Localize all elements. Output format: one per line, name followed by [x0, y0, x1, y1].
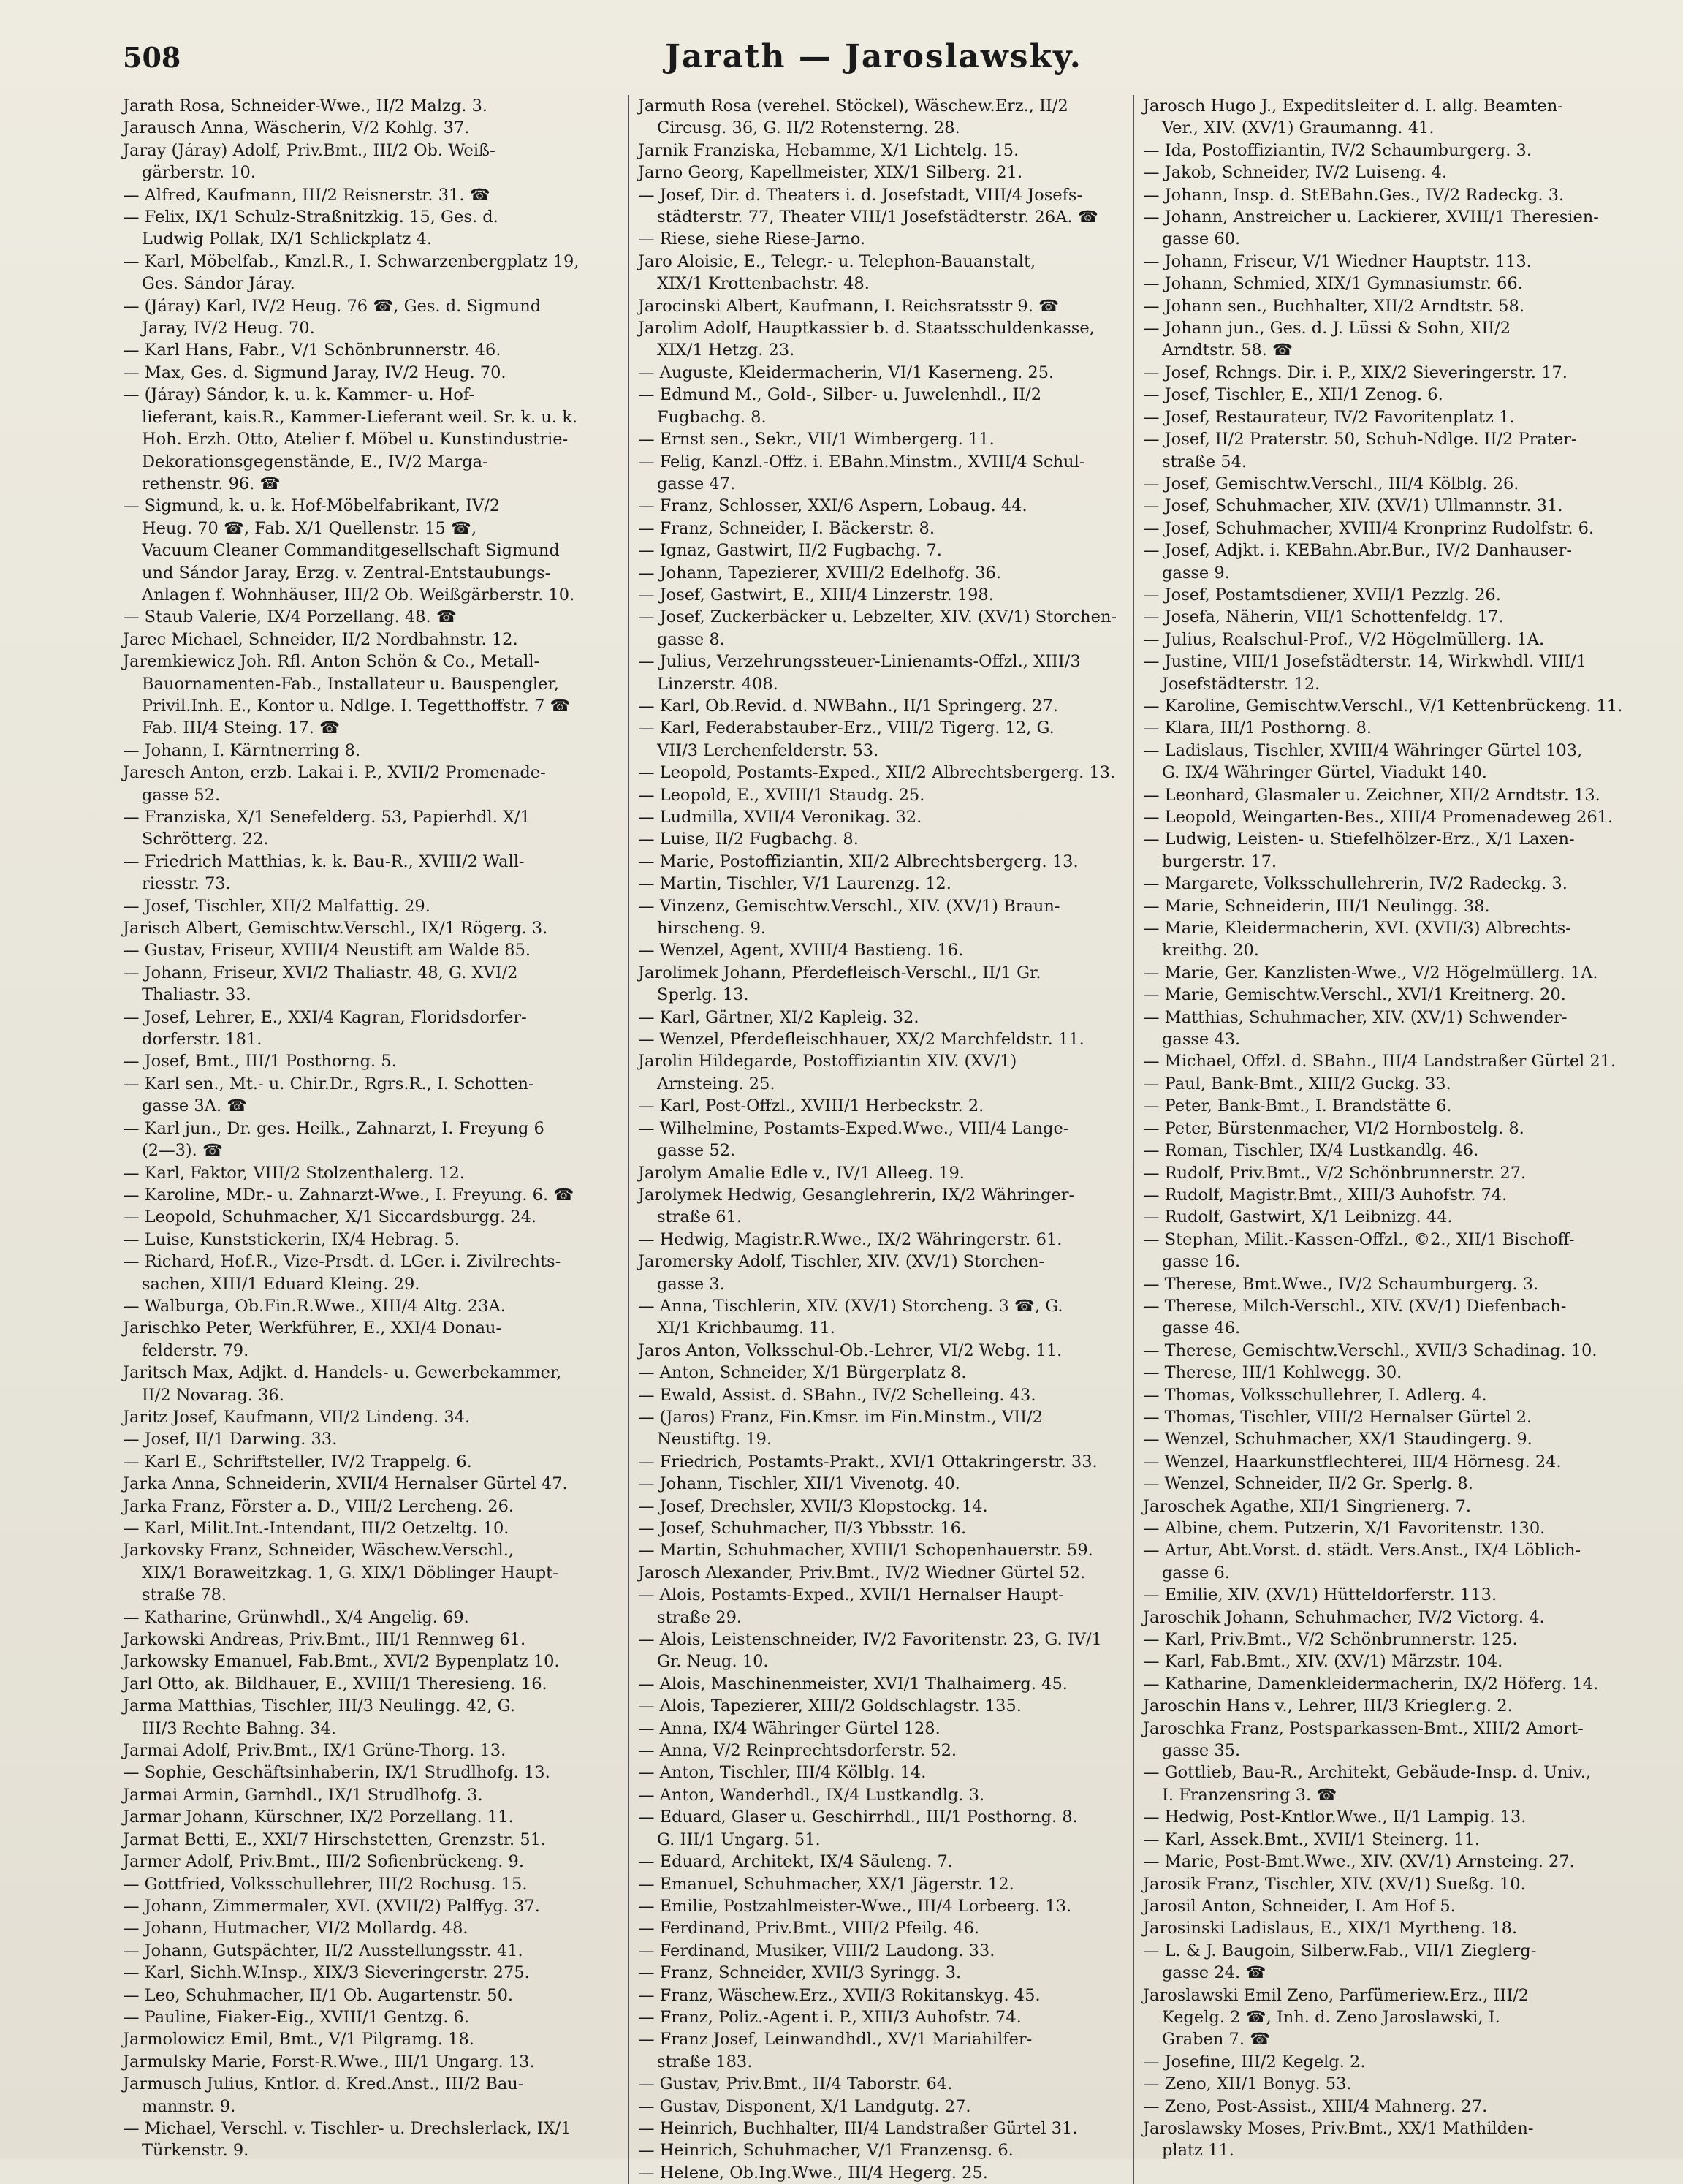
directory-entry: — Karl, Ob.Revid. d. NWBahn., II/1 Springerg. 27. [638, 696, 1058, 716]
directory-entry: — (Jaros) Franz, Fin.Kmsr. im Fin.Minstm., VII/2 [638, 1407, 1043, 1427]
directory-entry: — Auguste, Kleidermacherin, VI/1 Kaserneng. 25. [638, 363, 1055, 382]
directory-entry: — Josef, Zuckerbäcker u. Lebzelter, XIV. (XV/1) Storchen- [638, 607, 1117, 627]
directory-entry: gasse 9. [1162, 563, 1230, 583]
directory-entry: — Karl sen., Mt.- u. Chir.Dr., Rgrs.R., I. Schotten- [123, 1074, 534, 1093]
directory-entry: — Heinrich, Schuhmacher, V/1 Franzensg. 6. [638, 2141, 1014, 2161]
directory-entry: Jarmar Johann, Kürschner, IX/2 Porzellang. 11. [123, 1808, 514, 1827]
directory-entry: — Leonhard, Glasmaler u. Zeichner, XII/2 Arndtstr. 13. [1143, 785, 1600, 805]
directory-entry: — Johann, Hutmacher, VI/2 Mollardg. 48. [123, 1919, 468, 1938]
directory-entry: — Gustav, Disponent, X/1 Landgutg. 27. [638, 2096, 971, 2116]
directory-entry: — Wenzel, Agent, XVIII/4 Bastieng. 16. [638, 941, 964, 960]
directory-entry: — Johann, Tischler, XII/1 Vivenotg. 40. [638, 1474, 960, 1494]
directory-entry: riesstr. 73. [142, 874, 231, 894]
directory-entry: Jaromersky Adolf, Tischler, XIV. (XV/1) Storchen- [638, 1252, 1045, 1272]
directory-entry: Gr. Neug. 10. [657, 1652, 769, 1672]
directory-entry: — Friedrich Matthias, k. k. Bau-R., XVIII/2 Wall- [123, 852, 525, 871]
directory-entry: gasse 35. [1162, 1741, 1241, 1761]
directory-entry: XIX/1 Boraweitzkag. 1, G. XIX/1 Döblinger Haupt- [142, 1563, 558, 1582]
directory-entry: Ges. Sándor Járay. [142, 274, 295, 294]
directory-entry: Jarosil Anton, Schneider, I. Am Hof 5. [1143, 1896, 1456, 1916]
directory-entry: — Josef, Drechsler, XVII/3 Klopstockg. 14. [638, 1496, 988, 1516]
directory-entry: — Marie, Kleidermacherin, XVI. (XVII/3) Albrechts- [1143, 919, 1571, 939]
directory-entry: — Klara, III/1 Posthorng. 8. [1143, 718, 1372, 738]
directory-entry: — Josef, Adjkt. i. KEBahn.Abr.Bur., IV/2 Danhauser- [1143, 541, 1572, 561]
directory-entry: — Alois, Leistenschneider, IV/2 Favoritenstr. 23, G. IV/1 [638, 1630, 1102, 1650]
directory-entry: XI/1 Krichbaumg. 11. [657, 1319, 835, 1338]
directory-entry: III/3 Rechte Bahng. 34. [142, 1718, 336, 1738]
directory-entry: Linzerstr. 408. [657, 674, 778, 694]
directory-entry: — Katharine, Grünwhdl., X/4 Angelig. 69. [123, 1607, 469, 1627]
directory-entry: — Karl, Möbelfab., Kmzl.R., I. Schwarzenbergplatz 19, [123, 251, 580, 271]
directory-entry: — Alfred, Kaufmann, III/2 Reisnerstr. 31. ☎ [123, 185, 490, 205]
directory-entry: II/2 Novarag. 36. [142, 1385, 284, 1405]
directory-entry: — Anna, IX/4 Währinger Gürtel 128. [638, 1718, 941, 1738]
directory-entry: — Josef, Schuhmacher, XIV. (XV/1) Ullmannstr. 31. [1143, 496, 1563, 516]
directory-entry: — Zeno, Post-Assist., XIII/4 Mahnerg. 27. [1143, 2096, 1488, 2116]
directory-entry: Privil.Inh. E., Kontor u. Ndlge. I. Tegetthoffstr. 7 ☎ [142, 696, 571, 716]
directory-entry: — Josefa, Näherin, VII/1 Schottenfeldg. 17. [1143, 607, 1504, 627]
directory-entry: — Marie, Ger. Kanzlisten-Wwe., V/2 Högelmüllerg. 1A. [1143, 963, 1598, 982]
directory-entry: Thaliastr. 33. [142, 985, 251, 1005]
directory-entry: straße 183. [657, 2052, 753, 2071]
directory-entry: — Peter, Bürstenmacher, VI/2 Hornbostelg. 8. [1143, 1118, 1524, 1138]
directory-entry: — Karoline, Gemischtw.Verschl., V/1 Kettenbrückeng. 11. [1143, 696, 1623, 716]
directory-entry: — Hedwig, Post-Kntlor.Wwe., II/1 Lampig. 13. [1143, 1808, 1527, 1827]
directory-entry: — Josef, Bmt., III/1 Posthorng. 5. [123, 1052, 397, 1072]
directory-entry: — Gustav, Friseur, XVIII/4 Neustift am Walde 85. [123, 941, 531, 960]
directory-entry: Kegelg. 2 ☎, Inh. d. Zeno Jaroslawski, I. [1162, 2007, 1500, 2027]
directory-entry: Jaresch Anton, erzb. Lakai i. P., XVII/2 Promenade- [123, 763, 546, 783]
directory-entry: — Marie, Post-Bmt.Wwe., XIV. (XV/1) Arnsteing. 27. [1143, 1852, 1575, 1872]
directory-entry: — Gottfried, Volksschullehrer, III/2 Rochusg. 15. [123, 1874, 528, 1894]
directory-entry: — Anton, Wanderhdl., IX/4 Lustkandlg. 3. [638, 1785, 985, 1805]
directory-entry: (2—3). ☎ [142, 1141, 224, 1161]
directory-entry: — Albine, chem. Putzerin, X/1 Favoritenstr. 130. [1143, 1519, 1546, 1538]
directory-entry: — Eduard, Architekt, IX/4 Säuleng. 7. [638, 1852, 953, 1872]
directory-entry: — Wenzel, Pferdefleischhauer, XX/2 Marchfeldstr. 11. [638, 1030, 1084, 1050]
directory-entry: — Leopold, E., XVIII/1 Staudg. 25. [638, 785, 925, 805]
running-head: Jarath — Jaroslawsky. [665, 38, 1082, 75]
directory-entry: — Josef, II/2 Praterstr. 50, Schuh-Ndlge. II/2 Prater- [1143, 430, 1577, 450]
directory-entry: — Alois, Postamts-Exped., XVII/1 Hernalser Haupt- [638, 1585, 1064, 1605]
directory-entry: — Franz, Schneider, XVII/3 Syringg. 3. [638, 1963, 962, 1983]
directory-entry: Hoh. Erzh. Otto, Atelier f. Möbel u. Kunstindustrie- [142, 430, 569, 450]
directory-entry: — Martin, Schuhmacher, XVIII/1 Schopenhauerstr. 59. [638, 1541, 1093, 1561]
directory-entry: straße 78. [142, 1585, 227, 1605]
directory-entry: Jarkowsky Emanuel, Fab.Bmt., XVI/2 Bypenplatz 10. [123, 1652, 560, 1672]
directory-entry: — Josef, Rchngs. Dir. i. P., XIX/2 Sieveringerstr. 17. [1143, 363, 1568, 382]
directory-entry: — Luise, Kunststickerin, IX/4 Hebrag. 5. [123, 1229, 460, 1249]
directory-entry: — (Járay) Sándor, k. u. k. Kammer- u. Hof- [123, 385, 475, 405]
directory-entry: platz 11. [1162, 2141, 1234, 2161]
directory-entry: Jarkowski Andreas, Priv.Bmt., III/1 Rennweg 61. [123, 1630, 526, 1650]
directory-entry: Arnsteing. 25. [657, 1074, 775, 1093]
directory-entry: — Anna, Tischlerin, XIV. (XV/1) Storcheng. 3 ☎, G. [638, 1296, 1063, 1316]
directory-entry: — Leo, Schuhmacher, II/1 Ob. Augartenstr. 50. [123, 1985, 514, 2005]
directory-entry: gasse 6. [1162, 1563, 1230, 1582]
directory-entry: Jaray, IV/2 Heug. 70. [142, 319, 315, 338]
directory-entry: Bauornamenten-Fab., Installateur u. Bauspengler, [142, 674, 559, 694]
directory-entry: — Michael, Verschl. v. Tischler- u. Drechslerlack, IX/1 [123, 2118, 571, 2138]
directory-entry: gasse 46. [1162, 1319, 1241, 1338]
directory-entry: burgerstr. 17. [1162, 852, 1277, 871]
directory-entry: — Paul, Bank-Bmt., XIII/2 Guckg. 33. [1143, 1074, 1451, 1093]
directory-entry: — Helene, Ob.Ing.Wwe., III/4 Hegerg. 25. [638, 2163, 988, 2183]
directory-entry: Jaray (Járay) Adolf, Priv.Bmt., III/2 Ob. Weiß- [123, 140, 495, 160]
directory-entry: — Marie, Schneiderin, III/1 Neulingg. 38. [1143, 896, 1490, 916]
directory-entry: gasse 3. [657, 1274, 725, 1294]
directory-entry: XIX/1 Hetzg. 23. [657, 341, 795, 360]
directory-entry: — Josef, Tischler, XII/2 Malfattig. 29. [123, 896, 430, 916]
directory-entry: — Riese, siehe Riese-Jarno. [638, 230, 866, 249]
directory-entry: lieferant, kais.R., Kammer-Lieferant weil. Sr. k. u. k. [142, 407, 578, 427]
directory-entry: — Julius, Realschul-Prof., V/2 Högelmüllerg. 1A. [1143, 629, 1545, 649]
directory-entry: — Matthias, Schuhmacher, XIV. (XV/1) Schwender- [1143, 1007, 1568, 1027]
directory-entry: — Gottlieb, Bau-R., Architekt, Gebäude-Insp. d. Univ., [1143, 1763, 1591, 1783]
directory-entry: — Karl, Fab.Bmt., XIV. (XV/1) Märzstr. 104. [1143, 1652, 1503, 1672]
directory-entry: städterstr. 77, Theater VIII/1 Josefstädterstr. 26A. ☎ [657, 208, 1098, 227]
directory-entry: — Luise, II/2 Fugbachg. 8. [638, 830, 859, 849]
directory-entry: gasse 52. [657, 1141, 736, 1161]
directory-entry: — Johann, Friseur, V/1 Wiedner Hauptstr. 113. [1143, 251, 1532, 271]
directory-entry: — Edmund M., Gold-, Silber- u. Juwelenhdl., II/2 [638, 385, 1042, 405]
directory-entry: — Jakob, Schneider, IV/2 Luiseng. 4. [1143, 163, 1448, 183]
directory-entry: gasse 47. [657, 474, 736, 493]
directory-entry: — Johann, Zimmermaler, XVI. (XVII/2) Palffyg. 37. [123, 1896, 540, 1916]
directory-entry: — Karl, Gärtner, XI/2 Kapleig. 32. [638, 1007, 919, 1027]
directory-entry: Jarno Georg, Kapellmeister, XIX/1 Silberg. 21. [638, 163, 1023, 183]
directory-entry: — Richard, Hof.R., Vize-Prsdt. d. LGer. i. Zivilrechts- [123, 1252, 561, 1272]
directory-entry: — Franz, Schneider, I. Bäckerstr. 8. [638, 518, 935, 538]
directory-entry: — Franz Josef, Leinwandhdl., XV/1 Mariahilfer- [638, 2030, 1033, 2050]
directory-entry: — Zeno, XII/1 Bonyg. 53. [1143, 2074, 1352, 2094]
directory-entry: Türkenstr. 9. [142, 2141, 249, 2161]
directory-entry: — Stephan, Milit.-Kassen-Offzl., ©2., XII/1 Bischoff- [1143, 1229, 1575, 1249]
directory-entry: — Staub Valerie, IX/4 Porzellang. 48. ☎ [123, 607, 457, 627]
directory-entry: — Josefine, III/2 Kegelg. 2. [1143, 2052, 1366, 2071]
columns [123, 95, 1625, 2183]
directory-entry: — Wilhelmine, Postamts-Exped.Wwe., VIII/4 Lange- [638, 1118, 1069, 1138]
directory-entry: Jarolin Hildegarde, Postoffiziantin XIV. (XV/1) [638, 1052, 1017, 1072]
directory-entry: — Rudolf, Gastwirt, X/1 Leibnizg. 44. [1143, 1207, 1453, 1227]
directory-entry: Jarosik Franz, Tischler, XIV. (XV/1) Sueßg. 10. [1143, 1874, 1526, 1894]
directory-entry: — Karl, Priv.Bmt., V/2 Schönbrunnerstr. 125. [1143, 1630, 1518, 1650]
directory-entry: — Karl, Post-Offzl., XVIII/1 Herbeckstr. 2. [638, 1096, 984, 1116]
directory-entry: — Justine, VIII/1 Josefstädterstr. 14, Wirkwhdl. VIII/1 [1143, 652, 1587, 672]
directory-entry: — Johann, I. Kärntnerring 8. [123, 740, 361, 760]
directory-entry: — Marie, Gemischtw.Verschl., XVI/1 Kreitnerg. 20. [1143, 985, 1566, 1005]
directory-entry: Jarausch Anna, Wäscherin, V/2 Kohlg. 37. [123, 118, 470, 138]
directory-entry: rethenstr. 96. ☎ [142, 474, 281, 493]
directory-entry: gasse 24. ☎ [1162, 1963, 1266, 1983]
directory-entry: — Franz, Wäschew.Erz., XVII/3 Rokitanskyg. 45. [638, 1985, 1041, 2005]
directory-entry: Jarl Otto, ak. Bildhauer, E., XVIII/1 Theresieng. 16. [123, 1674, 547, 1694]
directory-entry: — Margarete, Volksschullehrerin, IV/2 Radeckg. 3. [1143, 874, 1568, 894]
directory-entry: — Alois, Tapezierer, XIII/2 Goldschlagstr. 135. [638, 1696, 1022, 1716]
directory-entry: — Wenzel, Schuhmacher, XX/1 Staudingerg. 9. [1143, 1430, 1532, 1449]
directory-entry: Jaroschka Franz, Postsparkassen-Bmt., XIII/2 Amort- [1143, 1718, 1584, 1738]
directory-entry: — Ida, Postoffiziantin, IV/2 Schaumburgerg. 3. [1143, 140, 1532, 160]
directory-entry: G. III/1 Ungarg. 51. [657, 1830, 821, 1849]
directory-entry: — Sigmund, k. u. k. Hof-Möbelfabrikant, IV/2 [123, 496, 501, 516]
directory-entry: Jarmulsky Marie, Forst-R.Wwe., III/1 Ungarg. 13. [123, 2052, 535, 2071]
directory-entry: — Josef, Gemischtw.Verschl., III/4 Kölblg. 26. [1143, 474, 1519, 493]
directory-entry: Jarmai Adolf, Priv.Bmt., IX/1 Grüne-Thorg. 13. [123, 1741, 506, 1761]
directory-entry: kreithg. 20. [1162, 941, 1259, 960]
directory-entry: mannstr. 9. [142, 2096, 236, 2116]
directory-entry: — Gustav, Priv.Bmt., II/4 Taborstr. 64. [638, 2074, 953, 2094]
directory-entry: Fab. III/4 Steing. 17. ☎ [142, 718, 341, 738]
directory-entry: — Johann, Gutspächter, II/2 Ausstellungsstr. 41. [123, 1941, 523, 1960]
directory-entry: straße 61. [657, 1207, 742, 1227]
directory-entry: — Marie, Postoffiziantin, XII/2 Albrechtsbergerg. 13. [638, 852, 1079, 871]
directory-entry: hirscheng. 9. [657, 919, 767, 939]
directory-entry: — L. & J. Baugoin, Silberw.Fab., VII/1 Zieglerg- [1143, 1941, 1537, 1960]
directory-entry: sachen, XIII/1 Eduard Kleing. 29. [142, 1274, 420, 1294]
directory-entry: Jarmolowicz Emil, Bmt., V/1 Pilgramg. 18. [123, 2030, 474, 2050]
directory-entry: Jaroslawski Emil Zeno, Parfümeriew.Erz., III/2 [1143, 1985, 1530, 2005]
directory-entry: — Johann, Schmied, XIX/1 Gymnasiumstr. 66. [1143, 274, 1523, 294]
directory-entry: — Karl E., Schriftsteller, IV/2 Trappelg. 6. [123, 1452, 472, 1471]
directory-entry: Jarosch Hugo J., Expeditsleiter d. I. allg. Beamten- [1143, 96, 1563, 115]
directory-entry: Ludwig Pollak, IX/1 Schlickplatz 4. [142, 230, 432, 249]
directory-entry: — Wenzel, Schneider, II/2 Gr. Sperlg. 8. [1143, 1474, 1473, 1494]
directory-entry: — Josef, II/1 Darwing. 33. [123, 1430, 338, 1449]
directory-entry: — Franz, Poliz.-Agent i. P., XIII/3 Auhofstr. 74. [638, 2007, 1022, 2027]
directory-entry: — Alois, Maschinenmeister, XVI/1 Thalhaimerg. 45. [638, 1674, 1068, 1694]
directory-entry: — Johann jun., Ges. d. J. Lüssi & Sohn, XII/2 [1143, 319, 1511, 338]
directory-entry: Jarmusch Julius, Kntlor. d. Kred.Anst., III/2 Bau- [123, 2074, 524, 2094]
directory-entry: Jaritsch Max, Adjkt. d. Handels- u. Gewerbekammer, [123, 1363, 562, 1383]
directory-entry: Jaro Aloisie, E., Telegr.- u. Telephon-Bauanstalt, [638, 251, 1036, 271]
directory-entry: Neustiftg. 19. [657, 1430, 772, 1449]
directory-entry: — Heinrich, Buchhalter, III/4 Landstraßer Gürtel 31. [638, 2118, 1078, 2138]
directory-entry: XIX/1 Krottenbachstr. 48. [657, 274, 870, 294]
directory-entry: Jaros Anton, Volksschul-Ob.-Lehrer, VI/2 Webg. 11. [638, 1341, 1063, 1360]
directory-entry: — Eduard, Glaser u. Geschirrhdl., III/1 Posthorng. 8. [638, 1808, 1078, 1827]
directory-entry: Jarmai Armin, Garnhdl., IX/1 Strudlhofg. 3. [123, 1785, 483, 1805]
directory-entry: — Max, Ges. d. Sigmund Jaray, IV/2 Heug. 70. [123, 363, 506, 382]
directory-entry: Jarath Rosa, Schneider-Wwe., II/2 Malzg. 3. [123, 96, 488, 115]
directory-entry: dorferstr. 181. [142, 1030, 262, 1050]
directory-entry: Sperlg. 13. [657, 985, 749, 1005]
directory-entry: — Franziska, X/1 Senefelderg. 53, Papierhdl. X/1 [123, 808, 531, 827]
directory-entry: Jarolym Amalie Edle v., IV/1 Alleeg. 19. [638, 1163, 965, 1183]
directory-entry: Arndtstr. 58. ☎ [1162, 341, 1293, 360]
directory-entry: VII/3 Lerchenfelderstr. 53. [657, 740, 879, 760]
column-1 [123, 95, 615, 2184]
directory-entry: Dekorationsgegenstände, E., IV/2 Marga- [142, 452, 488, 471]
directory-entry: — Ferdinand, Musiker, VIII/2 Laudong. 33. [638, 1941, 995, 1960]
directory-entry: I. Franzensring 3. ☎ [1162, 1785, 1337, 1805]
directory-entry: — Ignaz, Gastwirt, II/2 Fugbachg. 7. [638, 541, 942, 561]
directory-entry: — Michael, Offzl. d. SBahn., III/4 Landstraßer Gürtel 21. [1143, 1052, 1616, 1072]
directory-entry: und Sándor Jaray, Erzg. v. Zentral-Entstaubungs- [142, 563, 551, 583]
column-2 [628, 95, 1120, 2184]
directory-entry: — Josef, Schuhmacher, XVIII/4 Kronprinz Rudolfstr. 6. [1143, 518, 1595, 538]
directory-entry: — Josef, Postamtsdiener, XVII/1 Pezzlg. 26. [1143, 585, 1501, 604]
directory-entry: — Ferdinand, Priv.Bmt., VIII/2 Pfeilg. 46. [638, 1919, 980, 1938]
directory-entry: — Anna, V/2 Reinprechtsdorferstr. 52. [638, 1741, 957, 1761]
directory-entry: — Julius, Verzehrungssteuer-Linienamts-Offzl., XIII/3 [638, 652, 1081, 672]
directory-entry: — Karl, Sichh.W.Insp., XIX/3 Sieveringerstr. 275. [123, 1963, 530, 1983]
directory-entry: — Emilie, Postzahlmeister-Wwe., III/4 Lorbeerg. 13. [638, 1896, 1072, 1916]
directory-entry: Fugbachg. 8. [657, 407, 767, 427]
directory-entry: Vacuum Cleaner Commanditgesellschaft Sigmund [142, 541, 560, 561]
directory-entry: Schrötterg. 22. [142, 830, 269, 849]
directory-entry: — Karl, Faktor, VIII/2 Stolzenthalerg. 12. [123, 1163, 465, 1183]
directory-entry: — Therese, Milch-Verschl., XIV. (XV/1) Diefenbach- [1143, 1296, 1567, 1316]
directory-entry: Jarkovsky Franz, Schneider, Wäschew.Verschl., [123, 1541, 514, 1561]
directory-entry: Jarka Franz, Förster a. D., VIII/2 Lercheng. 26. [123, 1496, 514, 1516]
directory-entry: Jarka Anna, Schneiderin, XVII/4 Hernalser Gürtel 47. [123, 1474, 568, 1494]
directory-entry: — Ladislaus, Tischler, XVIII/4 Währinger Gürtel 103, [1143, 740, 1583, 760]
directory-entry: Jarolimek Johann, Pferdefleisch-Verschl., II/1 Gr. [638, 963, 1041, 982]
directory-entry: — Karl Hans, Fabr., V/1 Schönbrunnerstr. 46. [123, 341, 501, 360]
directory-entry: — Roman, Tischler, IX/4 Lustkandlg. 46. [1143, 1141, 1479, 1161]
directory-entry: Jarocinski Albert, Kaufmann, I. Reichsratsstr 9. ☎ [638, 296, 1060, 316]
directory-entry: Jaroslawsky Moses, Priv.Bmt., XX/1 Mathilden- [1143, 2118, 1534, 2138]
directory-entry: Jaroschek Agathe, XII/1 Singrienerg. 7. [1143, 1496, 1472, 1516]
directory-entry: — Johann, Friseur, XVI/2 Thaliastr. 48, G. XVI/2 [123, 963, 518, 982]
directory-entry: — Karl, Federabstauber-Erz., VIII/2 Tigerg. 12, G. [638, 718, 1055, 738]
directory-entry: — Martin, Tischler, V/1 Laurenzg. 12. [638, 874, 951, 894]
directory-entry: Josefstädterstr. 12. [1162, 674, 1321, 694]
directory-entry: Circusg. 36, G. II/2 Rotensterng. 28. [657, 118, 960, 138]
directory-entry: — Walburga, Ob.Fin.R.Wwe., XIII/4 Altg. 23A. [123, 1296, 506, 1316]
directory-entry: gasse 3A. ☎ [142, 1096, 248, 1116]
directory-entry: straße 29. [657, 1607, 742, 1627]
directory-entry: Jaroschik Johann, Schuhmacher, IV/2 Victorg. 4. [1143, 1607, 1545, 1627]
directory-entry: — Thomas, Tischler, VIII/2 Hernalser Gürtel 2. [1143, 1407, 1532, 1427]
directory-entry: gasse 52. [142, 785, 221, 805]
directory-entry: Jarmer Adolf, Priv.Bmt., III/2 Sofienbrückeng. 9. [123, 1852, 524, 1872]
directory-entry: Jarolymek Hedwig, Gesanglehrerin, IX/2 Währinger- [638, 1185, 1075, 1205]
directory-entry: — Josef, Gastwirt, E., XIII/4 Linzerstr. 198. [638, 585, 994, 604]
directory-entry: — Emilie, XIV. (XV/1) Hütteldorferstr. 113. [1143, 1585, 1497, 1605]
page-number: 508 [123, 41, 181, 74]
directory-entry: — Vinzenz, Gemischtw.Verschl., XIV. (XV/1) Braun- [638, 896, 1060, 916]
directory-entry: gärberstr. 10. [142, 163, 257, 183]
directory-entry: — Rudolf, Magistr.Bmt., XIII/3 Auhofstr. 74. [1143, 1185, 1508, 1205]
column-3 [1133, 95, 1625, 2184]
directory-entry: — Josef, Dir. d. Theaters i. d. Josefstadt, VIII/4 Josefs- [638, 185, 1083, 205]
directory-entry: Jarma Matthias, Tischler, III/3 Neulingg. 42, G. [123, 1696, 515, 1716]
directory-entry: — Johann, Tapezierer, XVIII/2 Edelhofg. 36. [638, 563, 1001, 583]
directory-entry: straße 54. [1162, 452, 1247, 471]
directory-entry: — Anton, Tischler, III/4 Kölblg. 14. [638, 1763, 927, 1783]
directory-entry: gasse 43. [1162, 1030, 1241, 1050]
directory-entry: felderstr. 79. [142, 1341, 249, 1360]
directory-entry: — Karl, Milit.Int.-Intendant, III/2 Oetzeltg. 10. [123, 1519, 509, 1538]
directory-entry: — Josef, Restaurateur, IV/2 Favoritenplatz 1. [1143, 407, 1515, 427]
directory-entry: — Franz, Schlosser, XXI/6 Aspern, Lobaug. 44. [638, 496, 1027, 516]
directory-entry: — Sophie, Geschäftsinhaberin, IX/1 Strudlhofg. 13. [123, 1763, 550, 1783]
directory-entry: — Therese, III/1 Kohlwegg. 30. [1143, 1363, 1402, 1383]
directory-entry: — Anton, Schneider, X/1 Bürgerplatz 8. [638, 1363, 967, 1383]
directory-entry: — Ernst sen., Sekr., VII/1 Wimbergerg. 11. [638, 430, 995, 450]
directory-entry: — Ludwig, Leisten- u. Stiefelhölzer-Erz., X/1 Laxen- [1143, 830, 1575, 849]
directory-entry: Jaremkiewicz Joh. Rfl. Anton Schön & Co., Metall- [123, 652, 540, 672]
directory-entry: — Leopold, Schuhmacher, X/1 Siccardsburgg. 24. [123, 1207, 537, 1227]
directory-entry: — Leopold, Weingarten-Bes., XIII/4 Promenadeweg 261. [1143, 808, 1614, 827]
directory-entry: — Emanuel, Schuhmacher, XX/1 Jägerstr. 12. [638, 1874, 1014, 1894]
directory-entry: Jarisch Albert, Gemischtw.Verschl., IX/1 Rögerg. 3. [123, 919, 548, 939]
directory-entry: Jarolim Adolf, Hauptkassier b. d. Staatsschuldenkasse, [638, 319, 1095, 338]
directory-entry: — Josef, Lehrer, E., XXI/4 Kagran, Floridsdorfer- [123, 1007, 527, 1027]
directory-entry: — Artur, Abt.Vorst. d. städt. Vers.Anst., IX/4 Löblich- [1143, 1541, 1581, 1561]
directory-entry: — Hedwig, Magistr.R.Wwe., IX/2 Währingerstr. 61. [638, 1229, 1063, 1249]
directory-entry: — Johann, Anstreicher u. Lackierer, XVIII/1 Theresien- [1143, 208, 1599, 227]
directory-entry: — Thomas, Volksschullehrer, I. Adlerg. 4. [1143, 1385, 1487, 1405]
directory-entry: — Felix, IX/1 Schulz-Straßnitzkig. 15, Ges. d. [123, 208, 498, 227]
directory-entry: — Friedrich, Postamts-Prakt., XVI/1 Ottakringerstr. 33. [638, 1452, 1098, 1471]
directory-entry: Jarec Michael, Schneider, II/2 Nordbahnstr. 12. [123, 629, 518, 649]
directory-entry: — Johann, Insp. d. StEBahn.Ges., IV/2 Radeckg. 3. [1143, 185, 1565, 205]
directory-entry: — Pauline, Fiaker-Eig., XVIII/1 Gentzg. 6. [123, 2007, 470, 2027]
directory-entry: — Ludmilla, XVII/4 Veronikag. 32. [638, 808, 922, 827]
directory-entry: Jarmuth Rosa (verehel. Stöckel), Wäschew.Erz., II/2 [638, 96, 1068, 115]
directory-entry: Heug. 70 ☎, Fab. X/1 Quellenstr. 15 ☎, [142, 518, 477, 538]
directory-entry: — Karoline, MDr.- u. Zahnarzt-Wwe., I. Freyung. 6. ☎ [123, 1185, 574, 1205]
directory-entry: Jarnik Franziska, Hebamme, X/1 Lichtelg. 15. [638, 140, 1019, 160]
directory-entry: — Karl jun., Dr. ges. Heilk., Zahnarzt, I. Freyung 6 [123, 1118, 544, 1138]
directory-entry: — Ewald, Assist. d. SBahn., IV/2 Schelleing. 43. [638, 1385, 1036, 1405]
directory-entry: Jaritz Josef, Kaufmann, VII/2 Lindeng. 34. [123, 1407, 471, 1427]
page-header [123, 38, 1625, 82]
directory-entry: Jarosch Alexander, Priv.Bmt., IV/2 Wiedner Gürtel 52. [638, 1563, 1086, 1582]
directory-entry: — Therese, Bmt.Wwe., IV/2 Schaumburgerg. 3. [1143, 1274, 1539, 1294]
directory-entry: — Felig, Kanzl.-Offz. i. EBahn.Minstm., XVIII/4 Schul- [638, 452, 1085, 471]
directory-entry: G. IX/4 Währinger Gürtel, Viadukt 140. [1162, 763, 1487, 783]
directory-entry: gasse 60. [1162, 230, 1241, 249]
directory-entry: Graben 7. ☎ [1162, 2030, 1271, 2050]
directory-entry: Jaroschin Hans v., Lehrer, III/3 Kriegler.g. 2. [1143, 1696, 1513, 1716]
directory-entry: Anlagen f. Wohnhäuser, III/2 Ob. Weißgärberstr. 10. [142, 585, 575, 604]
directory-entry: gasse 16. [1162, 1252, 1241, 1272]
directory-entry: — (Járay) Karl, IV/2 Heug. 76 ☎, Ges. d. Sigmund [123, 296, 542, 316]
directory-entry: gasse 8. [657, 629, 725, 649]
directory-entry: Jarischko Peter, Werkführer, E., XXI/4 Donau- [123, 1319, 502, 1338]
directory-entry: — Leopold, Postamts-Exped., XII/2 Albrechtsbergerg. 13. [638, 763, 1116, 783]
directory-entry: — Josef, Tischler, E., XII/1 Zenog. 6. [1143, 385, 1443, 405]
directory-entry: — Therese, Gemischtw.Verschl., XVII/3 Schadinag. 10. [1143, 1341, 1597, 1360]
directory-entry: — Josef, Schuhmacher, II/3 Ybbsstr. 16. [638, 1519, 967, 1538]
directory-entry: — Karl, Assek.Bmt., XVII/1 Steinerg. 11. [1143, 1830, 1481, 1849]
directory-entry: — Katharine, Damenkleidermacherin, IX/2 Höferg. 14. [1143, 1674, 1599, 1694]
directory-entry: — Wenzel, Haarkunstflechterei, III/4 Hörnesg. 24. [1143, 1452, 1562, 1471]
directory-entry: — Rudolf, Priv.Bmt., V/2 Schönbrunnerstr. 27. [1143, 1163, 1527, 1183]
directory-entry: — Johann sen., Buchhalter, XII/2 Arndtstr. 58. [1143, 296, 1524, 316]
directory-entry: — Peter, Bank-Bmt., I. Brandstätte 6. [1143, 1096, 1452, 1116]
directory-entry: Ver., XIV. (XV/1) Graumanng. 41. [1162, 118, 1435, 138]
directory-entry: Jarosinski Ladislaus, E., XIX/1 Myrtheng. 18. [1143, 1919, 1518, 1938]
directory-entry: Jarmat Betti, E., XXI/7 Hirschstetten, Grenzstr. 51. [123, 1830, 547, 1849]
